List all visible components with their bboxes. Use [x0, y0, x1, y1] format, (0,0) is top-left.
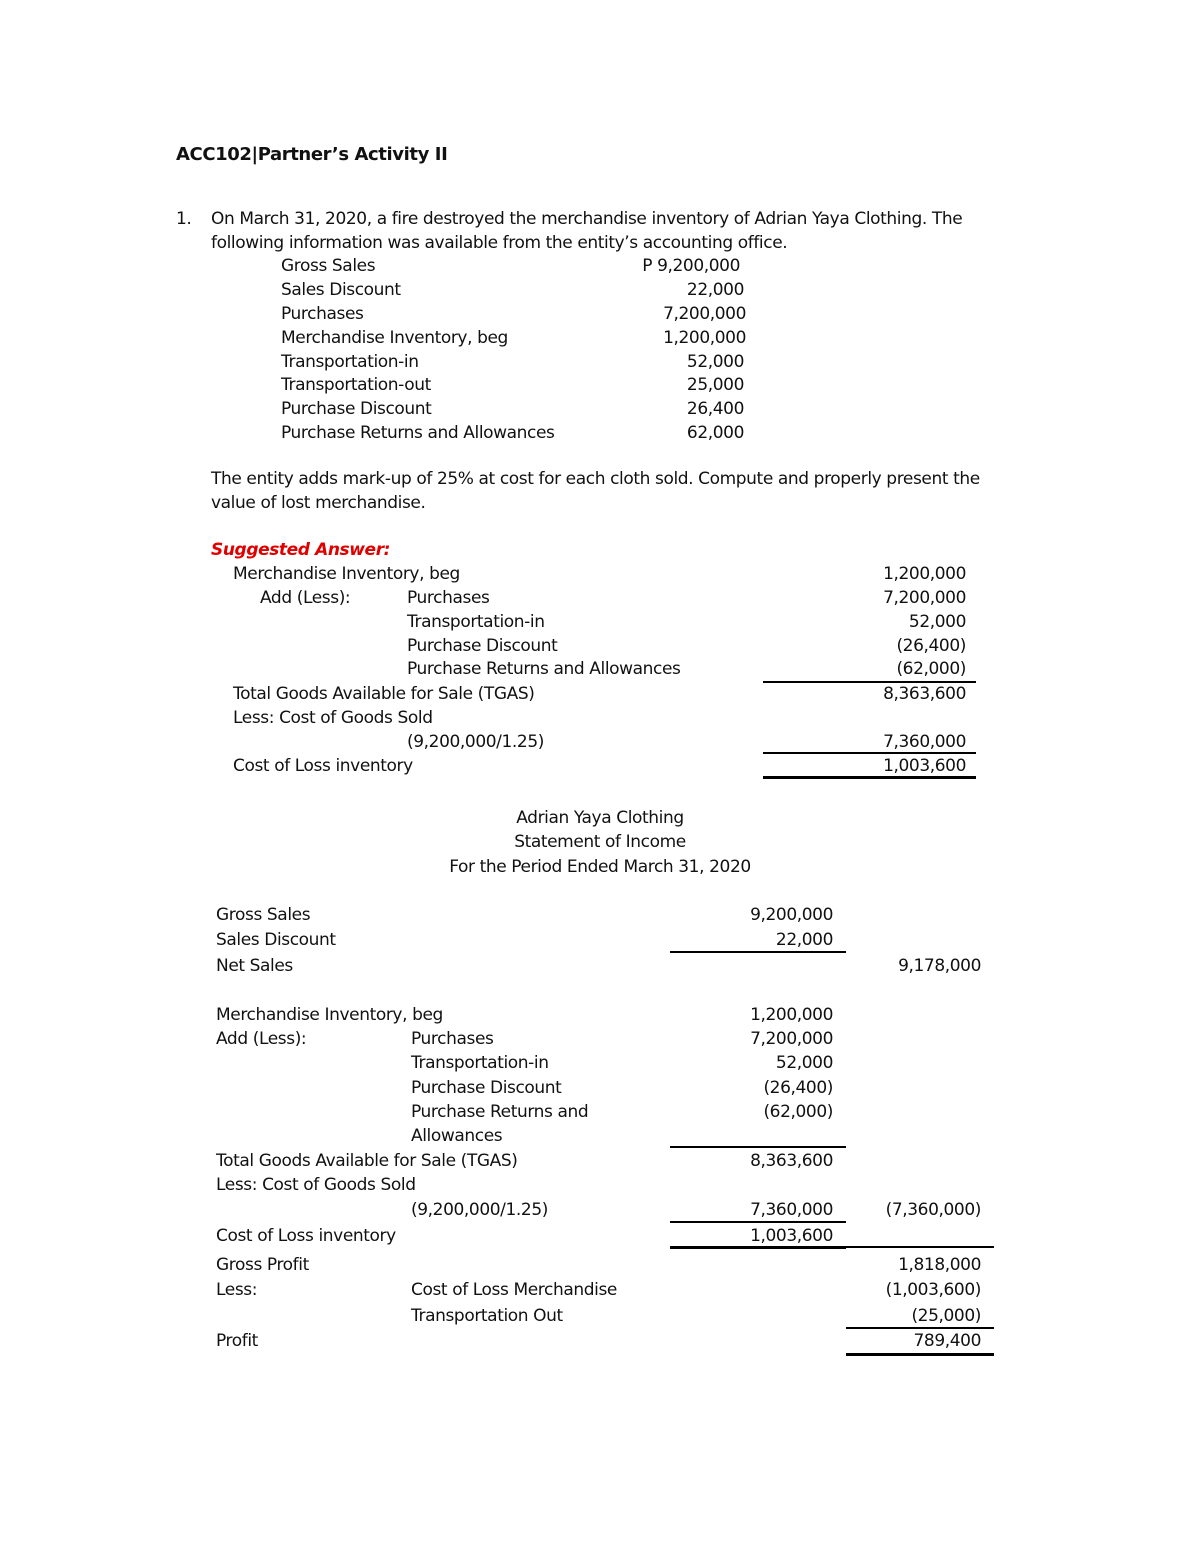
sa-loss-value: 1,003,600 [883, 756, 966, 776]
sa-pret-value: (62,000) [896, 659, 966, 679]
st-net-sales-value: 9,178,000 [898, 956, 981, 976]
given-label: Purchase Discount [281, 399, 432, 419]
st-double-underline [846, 1353, 994, 1356]
st-pdisc-label: Purchase Discount [411, 1078, 562, 1098]
st-underline [670, 951, 846, 953]
question-line2: value of lost merchandise. [211, 493, 426, 513]
sa-inv-beg-value: 1,200,000 [883, 564, 966, 584]
st-trans-in-value: 52,000 [775, 1053, 833, 1073]
sa-cogs-value: 7,360,000 [883, 732, 966, 752]
sa-pdisc-label: Purchase Discount [407, 636, 558, 656]
st-purchases-value: 7,200,000 [750, 1029, 833, 1049]
given-value: 25,000 [686, 375, 744, 395]
given-label: Merchandise Inventory, beg [281, 328, 508, 348]
st-cogs-value: 7,360,000 [750, 1200, 833, 1220]
sa-double-underline [763, 776, 976, 779]
statement-period: For the Period Ended March 31, 2020 [449, 857, 751, 877]
st-pret-label-line1: Purchase Returns and [411, 1102, 589, 1122]
problem-intro-line2: following information was available from the entity’s accounting office. [211, 233, 788, 253]
problem-intro-line1: On March 31, 2020, a fire destroyed the merchandise inventory of Adrian Yaya Clothing. The [211, 209, 963, 229]
st-underline [670, 1146, 846, 1148]
st-gross-sales-value: 9,200,000 [750, 905, 833, 925]
st-sales-disc-value: 22,000 [775, 930, 833, 950]
st-inv-beg-label: Merchandise Inventory, beg [216, 1005, 443, 1025]
given-label: Transportation-in [281, 352, 419, 372]
st-profit-value: 789,400 [913, 1331, 981, 1351]
given-label: Purchases [281, 304, 364, 324]
suggested-answer-heading: Suggested Answer: [211, 540, 391, 560]
statement-company: Adrian Yaya Clothing [516, 808, 684, 828]
given-label: Transportation-out [281, 375, 431, 395]
st-inv-beg-value: 1,200,000 [750, 1005, 833, 1025]
given-label: Purchase Returns and Allowances [281, 423, 555, 443]
st-cogs-label: Less: Cost of Goods Sold [216, 1175, 416, 1195]
st-sales-disc-label: Sales Discount [216, 930, 336, 950]
given-value: 1,200,000 [663, 328, 746, 348]
given-value: 22,000 [686, 280, 744, 300]
st-pret-label-line2: Allowances [411, 1126, 503, 1146]
st-profit-label: Profit [216, 1331, 258, 1351]
st-double-underline [670, 1246, 846, 1249]
statement-name: Statement of Income [514, 832, 686, 852]
sa-loss-label: Cost of Loss inventory [233, 756, 413, 776]
question-line1: The entity adds mark-up of 25% at cost for each cloth sold. Compute and properly present the [211, 469, 980, 489]
given-label: Gross Sales [281, 256, 376, 276]
sa-trans-in-value: 52,000 [908, 612, 966, 632]
sa-inv-beg-label: Merchandise Inventory, beg [233, 564, 460, 584]
problem-number: 1. [176, 209, 192, 229]
sa-purchases-value: 7,200,000 [883, 588, 966, 608]
st-pret-value: (62,000) [763, 1102, 833, 1122]
st-cogs-formula: (9,200,000/1.25) [411, 1200, 548, 1220]
given-value: 62,000 [686, 423, 744, 443]
sa-pret-label: Purchase Returns and Allowances [407, 659, 681, 679]
sa-cogs-formula: (9,200,000/1.25) [407, 732, 544, 752]
st-loss-label: Cost of Loss inventory [216, 1226, 396, 1246]
st-loss-value: 1,003,600 [750, 1226, 833, 1246]
st-gross-sales-label: Gross Sales [216, 905, 311, 925]
given-value: P 9,200,000 [642, 256, 740, 276]
sa-tgas-label: Total Goods Available for Sale (TGAS) [233, 684, 535, 704]
st-trans-in-label: Transportation-in [411, 1053, 549, 1073]
sa-tgas-value: 8,363,600 [883, 684, 966, 704]
sa-add-less-label: Add (Less): [260, 588, 351, 608]
st-net-sales-label: Net Sales [216, 956, 293, 976]
sa-purchases-label: Purchases [407, 588, 490, 608]
st-underline [846, 1246, 994, 1248]
st-loss-merch-label: Cost of Loss Merchandise [411, 1280, 617, 1300]
st-tgas-value: 8,363,600 [750, 1151, 833, 1171]
given-value: 52,000 [686, 352, 744, 372]
document-title: ACC102|Partner’s Activity II [176, 144, 448, 165]
st-trans-out-value: (25,000) [911, 1306, 981, 1326]
st-add-less-label: Add (Less): [216, 1029, 307, 1049]
st-underline [670, 1221, 846, 1223]
given-value: 26,400 [686, 399, 744, 419]
given-value: 7,200,000 [663, 304, 746, 324]
st-tgas-label: Total Goods Available for Sale (TGAS) [216, 1151, 518, 1171]
sa-underline [763, 752, 976, 754]
sa-cogs-label: Less: Cost of Goods Sold [233, 708, 433, 728]
st-trans-out-label: Transportation Out [411, 1306, 563, 1326]
st-less-label: Less: [216, 1280, 258, 1300]
st-loss-merch-value: (1,003,600) [885, 1280, 981, 1300]
given-label: Sales Discount [281, 280, 401, 300]
st-purchases-label: Purchases [411, 1029, 494, 1049]
st-pdisc-value: (26,400) [763, 1078, 833, 1098]
sa-pdisc-value: (26,400) [896, 636, 966, 656]
st-underline [846, 1327, 994, 1329]
sa-trans-in-label: Transportation-in [407, 612, 545, 632]
st-gross-profit-label: Gross Profit [216, 1255, 309, 1275]
st-cogs-total: (7,360,000) [885, 1200, 981, 1220]
st-gross-profit-value: 1,818,000 [898, 1255, 981, 1275]
